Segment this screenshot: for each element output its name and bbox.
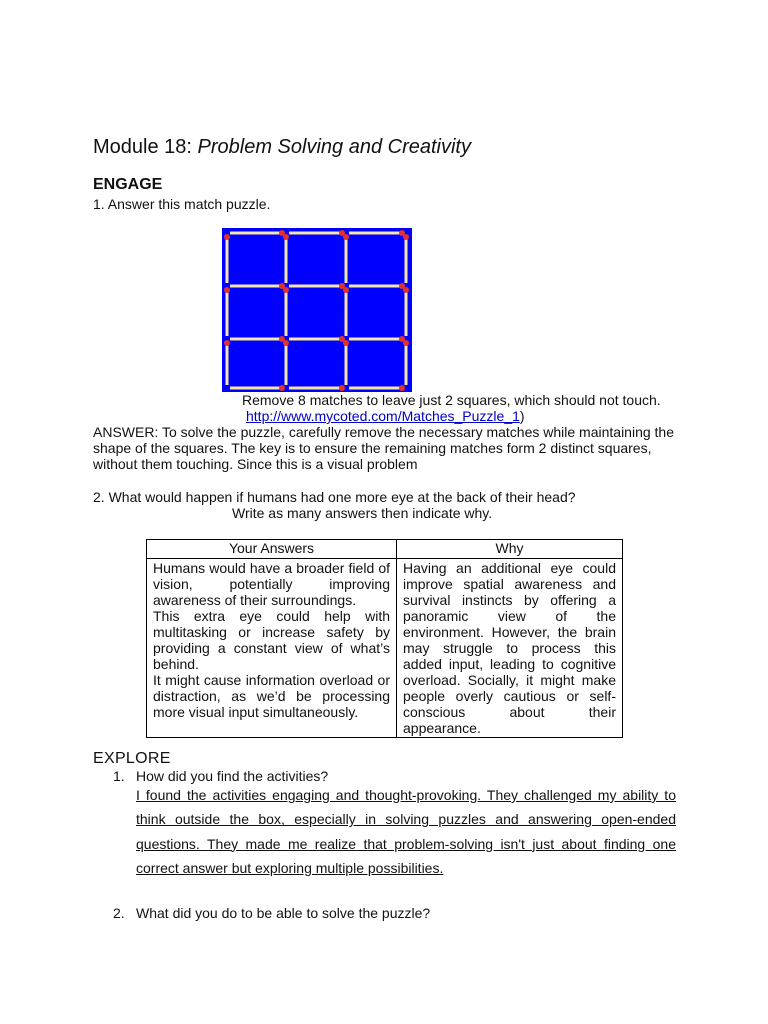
match-stick	[230, 285, 283, 288]
match-stick	[230, 387, 283, 390]
header-your-answers: Your Answers	[147, 540, 397, 559]
header-why: Why	[397, 540, 623, 559]
explore-item-1-number: 1.	[113, 768, 125, 784]
match-head	[343, 287, 349, 293]
page-title	[93, 136, 471, 159]
match-stick	[226, 342, 229, 385]
match-stick	[345, 236, 348, 283]
match-head	[224, 234, 230, 240]
match-head	[279, 385, 285, 391]
answers-table	[146, 539, 623, 738]
module-number: Module 18:	[93, 136, 192, 158]
your-answers-cell	[147, 559, 397, 738]
match-puzzle-image	[222, 228, 412, 392]
explore-item-2-question: What did you do to be able to solve the puzzle?	[136, 905, 431, 921]
match-stick	[405, 342, 408, 385]
match-stick	[349, 338, 403, 341]
match-stick	[230, 338, 283, 341]
match-head	[403, 340, 409, 346]
explore-item-2-number: 2.	[113, 905, 125, 921]
table-row	[147, 559, 623, 738]
match-stick	[226, 236, 229, 283]
match-head	[283, 340, 289, 346]
link-close-paren: )	[519, 408, 525, 424]
match-stick	[285, 289, 288, 336]
match-head	[343, 234, 349, 240]
match-head	[399, 385, 405, 391]
question-2: 2. What would happen if humans had one more eye at the back of their head?	[93, 489, 576, 505]
match-head	[403, 234, 409, 240]
match-stick	[405, 236, 408, 283]
match-puzzle-grid	[222, 228, 412, 392]
match-stick	[289, 338, 343, 341]
match-stick	[345, 289, 348, 336]
match-stick	[289, 285, 343, 288]
match-head	[283, 234, 289, 240]
module-subtitle: Problem Solving and Creativity	[197, 136, 471, 158]
answer-item: It might cause information overload or distraction, as we’d be processing more visual input simultaneously.	[153, 672, 390, 720]
puzzle-background	[222, 228, 412, 392]
match-stick	[285, 342, 288, 385]
answer-item: This extra eye could help with multitasking or increase safety by providing a constant view of what’s behind.	[153, 608, 390, 672]
puzzle-answer: ANSWER: To solve the puzzle, carefully remove the necessary matches while maintaining the shape of the squares. The key is to ensure the remaining matches form 2 distinct squares, without them touching. Since this is a visual problem	[93, 424, 675, 472]
match-head	[224, 287, 230, 293]
match-head	[224, 340, 230, 346]
match-stick	[289, 232, 343, 235]
engage-heading: ENGAGE	[93, 176, 163, 193]
explore-heading: EXPLORE	[93, 750, 171, 767]
puzzle-link[interactable]: http://www.mycoted.com/Matches_Puzzle_1	[246, 408, 520, 424]
match-stick	[226, 289, 229, 336]
table-header-row	[147, 540, 623, 559]
explore-item-1-question: How did you find the activities?	[136, 768, 329, 784]
why-cell	[397, 559, 623, 738]
explore-item-1-answer: I found the activities engaging and thought-provoking. They challenged my ability to think outside the box, especially in solving puzzles and answering open-ended questions. They made me realize that problem-solving isn't just about finding one correct answer but exploring multiple possibilities.	[136, 787, 676, 876]
why-text: Having an additional eye could improve spatial awareness and survival instincts by offering a panoramic view of the environment. However, the brain may struggle to process this added input, leading to cognitive overload. Socially, it might make people overly cautious or self-conscious about their appearance.	[403, 560, 616, 736]
match-stick	[349, 285, 403, 288]
match-stick	[345, 342, 348, 385]
match-stick	[289, 387, 343, 390]
match-head	[343, 340, 349, 346]
answer-item: Humans would have a broader field of vision, potentially improving awareness of their surroundings.	[153, 560, 390, 608]
puzzle-link-line	[246, 408, 525, 424]
match-head	[283, 287, 289, 293]
question-1: 1. Answer this match puzzle.	[93, 196, 271, 212]
question-2-instruction: Write as many answers then indicate why.	[232, 505, 493, 521]
puzzle-caption: Remove 8 matches to leave just 2 squares, which should not touch.	[242, 392, 661, 408]
match-stick	[349, 387, 403, 390]
match-head	[339, 385, 345, 391]
match-stick	[349, 232, 403, 235]
match-stick	[405, 289, 408, 336]
match-stick	[230, 232, 283, 235]
match-stick	[285, 236, 288, 283]
match-head	[403, 287, 409, 293]
